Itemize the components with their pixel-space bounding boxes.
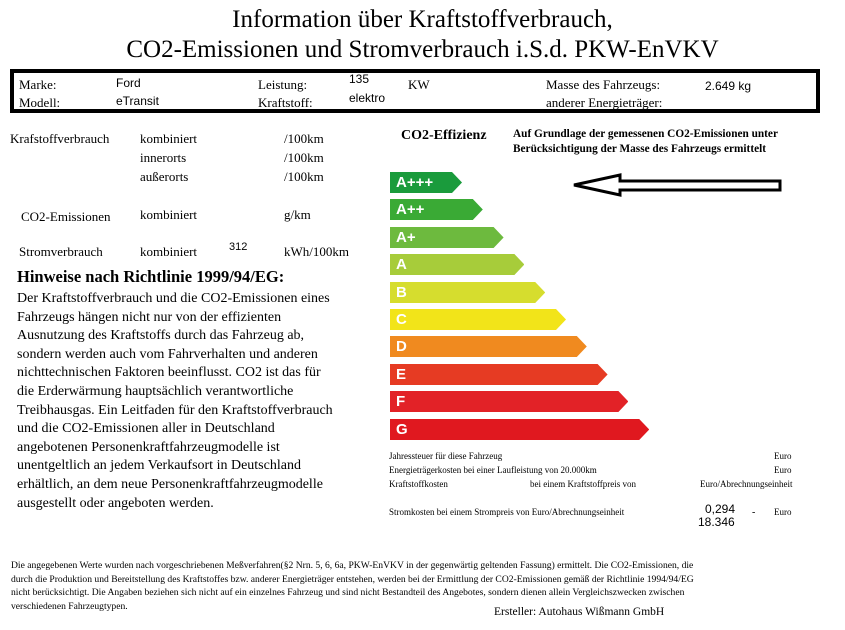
efficiency-bar-label: G (396, 420, 408, 438)
hinweise-text (17, 290, 367, 513)
hinweise-heading: Hinweise nach Richtlinie 1999/94/EG: (17, 267, 285, 286)
energiekosten-label: Energieträgerkosten bei einer Laufleistung von 20.000km (389, 465, 597, 475)
efficiency-bar-label: A (396, 256, 407, 274)
footer-line: durch die Produktion und Bereitstellung des Kraftstoffes bzw. anderer Energieträger entstehen, werden bei der Ermittlung der CO2-Emissionen gemäß der Richtlinie 1994/94/EG (11, 573, 694, 585)
leistung-value: 135 (349, 72, 370, 86)
modell-value: eTransit (116, 94, 159, 108)
masse-label: Masse des Fahrzeugs: (546, 77, 661, 92)
kombiniert-label: kombiniert (140, 131, 198, 146)
modell-label: Modell: (19, 95, 61, 110)
unit-kombiniert: /100km (284, 131, 324, 146)
co2-unit: g/km (284, 207, 311, 222)
hinweise-line: angebotenen Personenkraftfahrzeugmodelle ist (17, 439, 280, 455)
efficiency-bar-d (390, 336, 587, 357)
efficiency-bar-aplusplusplus (390, 172, 462, 193)
selected-class-arrow (572, 173, 784, 197)
efficiency-note-line-2: Berücksichtigung der Masse des Fahrzeugs ermittelt (513, 143, 766, 155)
hinweise-line: sondern werden auch vom Fahrverhalten und anderen (17, 346, 318, 362)
efficiency-bar-label: B (396, 283, 407, 301)
hinweise-line: Treibhausgas. Ein Leitfaden für den Kraftstoffverbrauch (17, 402, 333, 418)
hinweise-line: Fahrzeugs hängen nicht nur von der effizienten (17, 309, 282, 325)
efficiency-bar-aplus (390, 227, 504, 248)
page-title-line-1: Information über Kraftstoffverbrauch, (232, 6, 613, 33)
jahressteuer-unit: Euro (774, 451, 792, 461)
efficiency-bar-label: E (396, 365, 407, 383)
footer-line: Die angegebenen Werte wurden nach vorgeschriebenen Meßverfahren(§2 Nrn. 5, 6, 6a, PKW-EnVKV in der gegenwärtig geltenden Fassung) ermittelt. Die CO2-Emissionen, die (11, 560, 694, 571)
cost-dash: - (752, 507, 756, 518)
efficiency-bar-c (390, 309, 566, 330)
hinweise-line: die Erderwärmung hauptsächlich verantwortliche (17, 383, 294, 399)
footer-line: verschiedenen Fahrzeugtypen. (11, 600, 128, 612)
strom-unit: kWh/100km (284, 244, 349, 259)
hinweise-line: erhältlich, an dem neue Personenkraftfahrzeugmodelle (17, 476, 323, 492)
innerorts-label: innerorts (140, 150, 187, 165)
unit-ausserorts: /100km (284, 169, 324, 184)
kraftstoffverbrauch-label: Krafstoffverbrauch (10, 131, 110, 146)
strom-value: 312 (229, 241, 248, 253)
marke-value: Ford (116, 76, 141, 90)
efficiency-bar-label: F (396, 393, 406, 411)
hinweise-line: nichttechnischen Faktoren beeinflusst. CO2 ist das für (17, 365, 321, 381)
stromkosten-unit: Euro (774, 507, 792, 517)
co2-emissionen-label: CO2-Emissionen (21, 209, 111, 224)
energiekosten-unit: Euro (774, 465, 792, 475)
hinweise-line: Ausnutzung des Kraftstoffs durch das Fahrzeug ab, (17, 328, 305, 344)
efficiency-bar-aplusplus (390, 199, 483, 220)
efficiency-note-line-1: Auf Grundlage der gemessenen CO2-Emissionen unter (513, 128, 778, 140)
stromkosten-label: Stromkosten bei einem Strompreis von Euro/Abrechnungseinheit (389, 507, 625, 517)
kraftstoffpreis-unit: Euro/Abrechnungseinheit (700, 479, 793, 489)
efficiency-bar-e (390, 364, 608, 385)
kraftstoff-label: Kraftstoff: (258, 95, 313, 110)
leistung-label: Leistung: (258, 77, 308, 92)
page-title-line-2: CO2-Emissionen und Stromverbrauch i.S.d. PKW-EnVKV (126, 36, 719, 63)
efficiency-bar-f (390, 391, 628, 412)
kraftstoffpreis-label: bei einem Kraftstoffpreis von (530, 479, 637, 489)
co2-effizienz-heading: CO2-Effizienz (401, 128, 487, 143)
creator: Ersteller: Autohaus Wißmann GmbH (494, 606, 665, 618)
efficiency-bar-b (390, 282, 545, 303)
efficiency-bar-label: A++ (396, 201, 425, 219)
jahressteuer-label: Jahressteuer für diese Fahrzeug (389, 451, 503, 461)
hinweise-line: und die CO2-Emissionen aller in Deutschland (17, 421, 275, 437)
hinweise-line: unentgeltlich an jedem Verkaufsort in Deutschland (17, 458, 301, 474)
hinweise-line: ausgestellt oder angeboten werden. (17, 495, 214, 511)
strom-kombiniert-label: kombiniert (140, 244, 198, 259)
marke-label: Marke: (19, 77, 57, 92)
kraftstoffkosten-label: Kraftstoffkosten (389, 479, 448, 489)
energietraeger-label: anderer Energieträger: (546, 95, 663, 110)
unit-innerorts: /100km (284, 150, 324, 165)
stromverbrauch-label: Stromverbrauch (19, 244, 103, 259)
co2-kombiniert-label: kombiniert (140, 207, 198, 222)
leistung-unit: KW (408, 77, 430, 92)
ausserorts-label: außerorts (140, 169, 189, 184)
legal-footer (11, 559, 831, 613)
efficiency-bar-a (390, 254, 524, 275)
kraftstoff-value: elektro (349, 91, 386, 105)
strompreis-value: 0,294 (705, 502, 736, 516)
efficiency-bar-label: C (396, 311, 407, 328)
efficiency-bar-label: A+ (396, 228, 416, 246)
efficiency-bar-g (390, 419, 649, 440)
efficiency-bar-label: A+++ (396, 174, 434, 191)
efficiency-bar-label: D (396, 338, 407, 356)
masse-value: 2.649 kg (705, 79, 752, 93)
hinweise-line: Der Kraftstoffverbrauch und die CO2-Emissionen eines (17, 291, 330, 306)
stromkosten-value: 18.346 (698, 515, 735, 529)
footer-line: nicht berücksichtigt. Die Angaben beziehen sich nicht auf ein einzelnes Fahrzeug und sind nicht Bestandteil des Angebotes, sondern dienen allein Vergleichszwecken zwischen (11, 587, 685, 599)
